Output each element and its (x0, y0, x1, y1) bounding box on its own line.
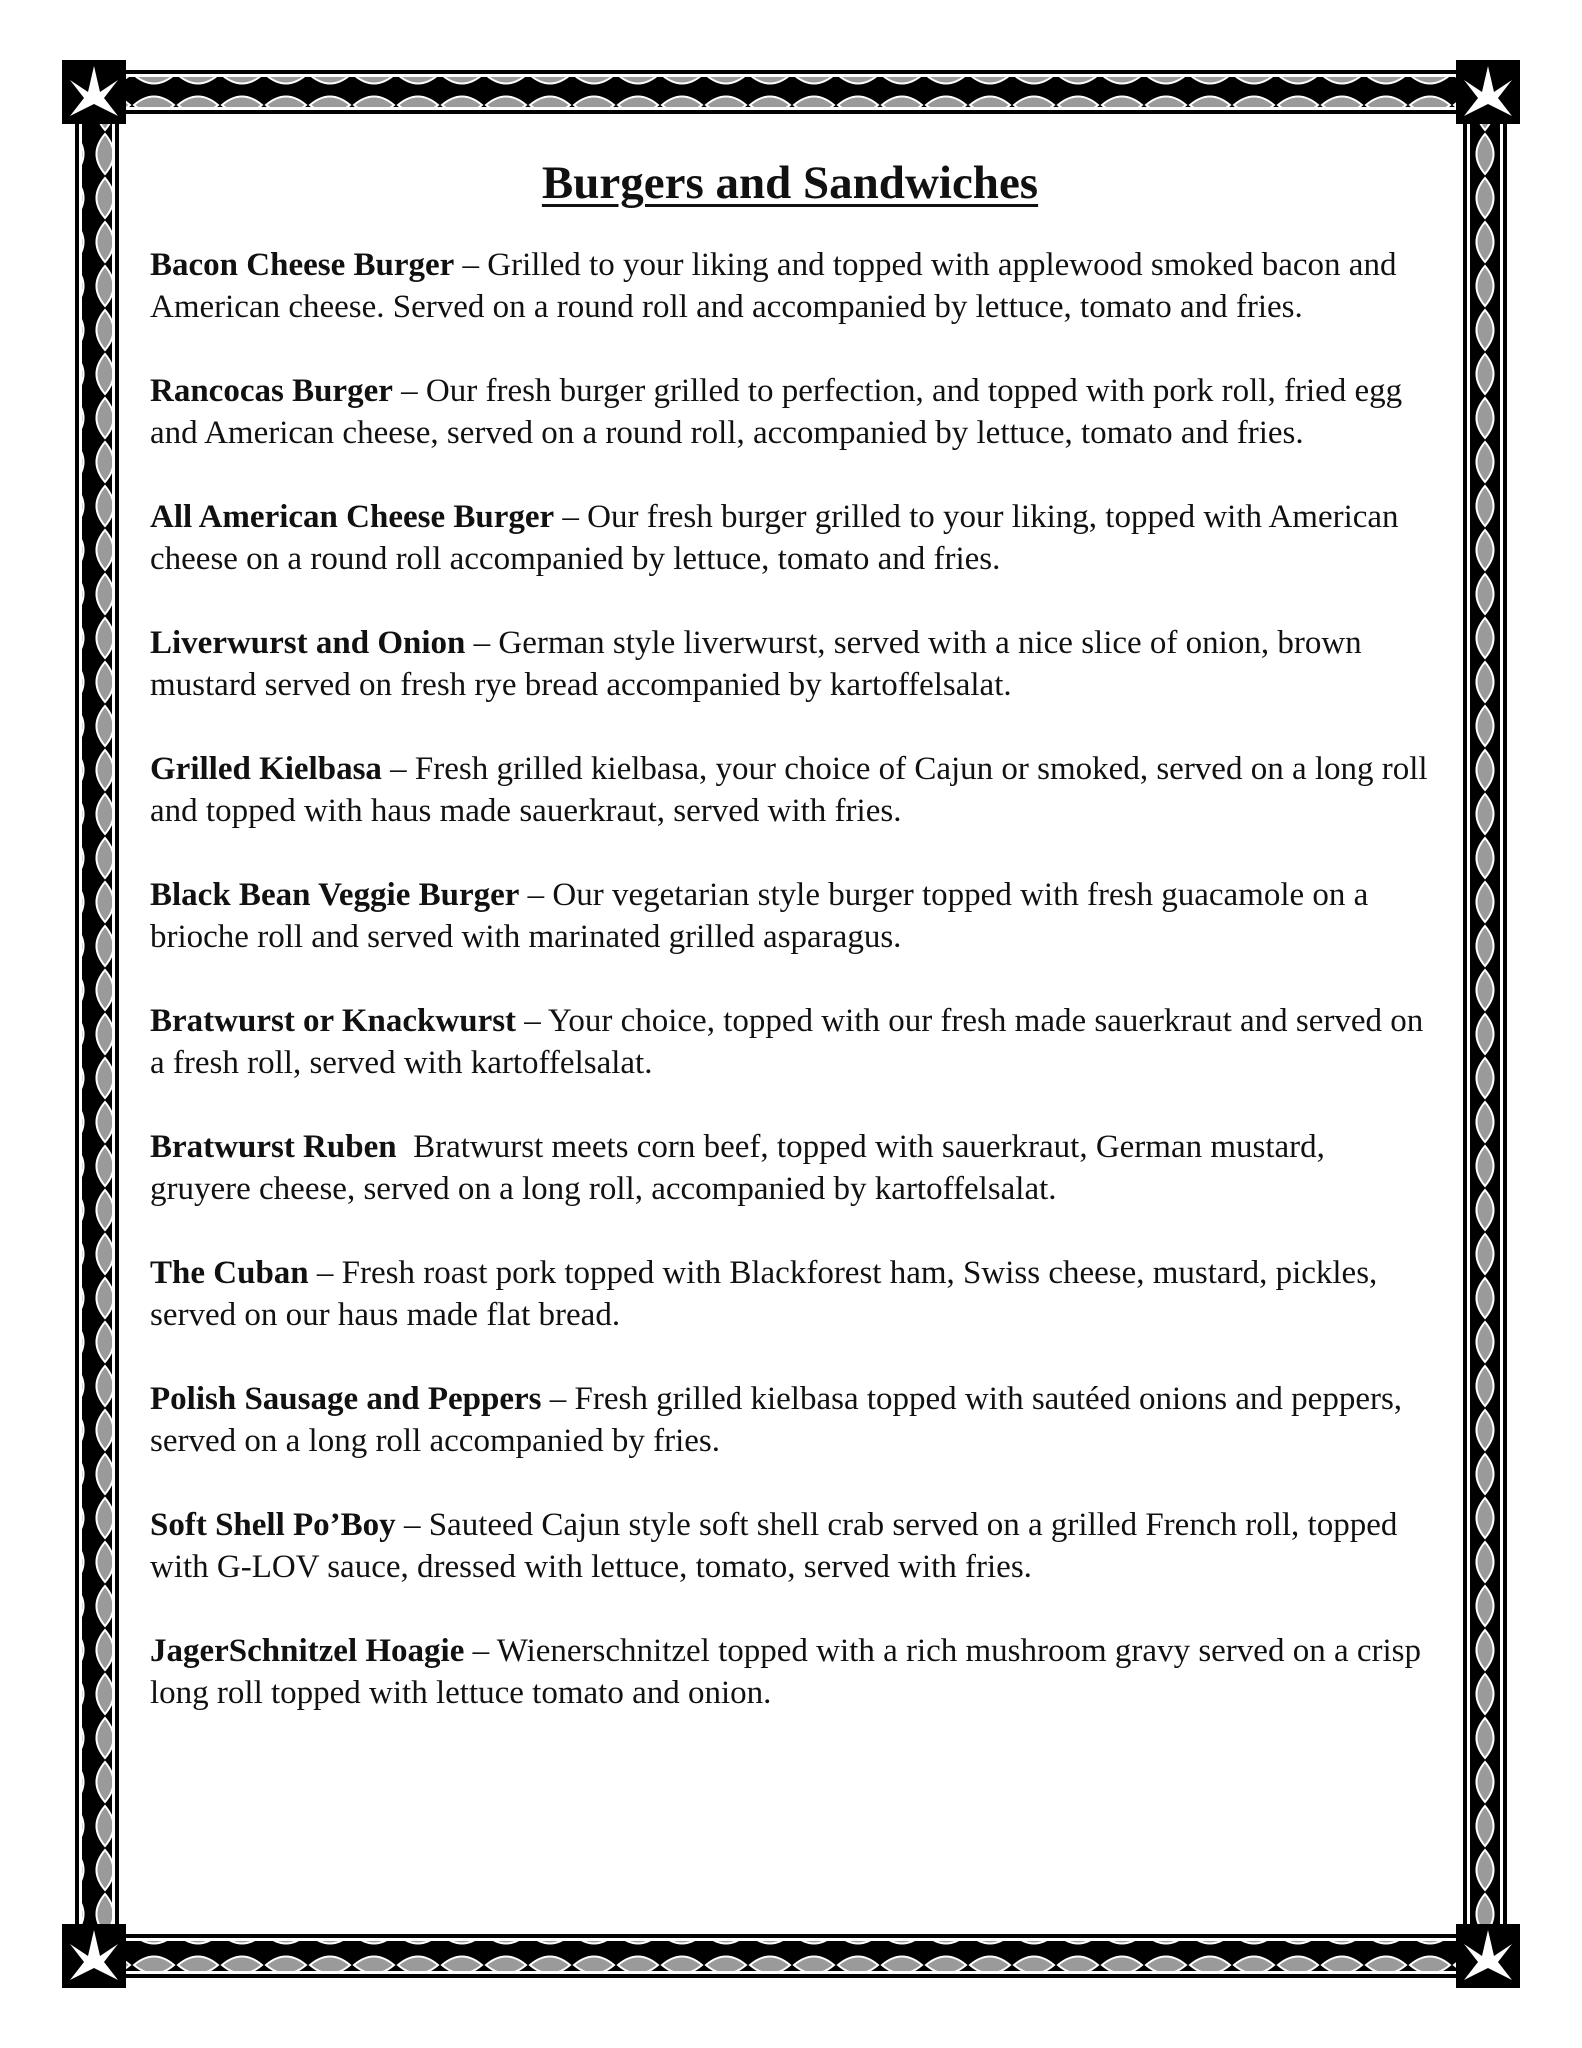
menu-item-separator: – (392, 373, 426, 409)
corner-ornament-icon (62, 1924, 126, 1988)
menu-item-name: Rancocas Burger (150, 373, 393, 409)
page-title: Burgers and Sandwiches (541, 157, 1039, 209)
menu-item-separator: – (464, 1633, 497, 1669)
menu-item (150, 370, 1430, 454)
corner-ornament-icon (1456, 60, 1520, 124)
menu-item-list (150, 244, 1430, 1714)
menu-item-separator: – (454, 247, 488, 283)
menu-item-separator: – (541, 1381, 575, 1417)
menu-item-description: Fresh grilled kielbasa, your choice of Cajun or smoked, served on a long roll and topped with haus made sauerkraut, served with fries. (150, 751, 1428, 829)
menu-item (150, 1504, 1430, 1588)
menu-item-name: Grilled Kielbasa (150, 751, 382, 787)
menu-item-separator: – (395, 1507, 429, 1543)
menu-item-separator: – (554, 499, 588, 535)
corner-ornament-icon (62, 60, 126, 124)
menu-item (150, 1630, 1430, 1714)
corner-ornament-icon (1456, 1924, 1520, 1988)
menu-item-description: Sauteed Cajun style soft shell crab served on a grilled French roll, topped with G-LOV sauce, dressed with lettuce, tomato, served with fries. (150, 1507, 1398, 1585)
menu-item-description: Bratwurst meets corn beef, topped with sauerkraut, German mustard, gruyere cheese, served on a long roll, accompanied by kartoffelsalat. (150, 1129, 1325, 1207)
menu-item (150, 1378, 1430, 1462)
menu-item-description: German style liverwurst, served with a nice slice of onion, brown mustard served on fresh rye bread accompanied by kartoffelsalat. (150, 625, 1362, 703)
menu-item (150, 874, 1430, 958)
menu-item-name: Polish Sausage and Peppers (150, 1381, 542, 1417)
menu-item-name: Liverwurst and Onion (150, 625, 466, 661)
menu-item (150, 1252, 1430, 1336)
menu-item-description: Fresh grilled kielbasa topped with sautéed onions and peppers, served on a long roll accompanied by fries. (150, 1381, 1403, 1459)
menu-item-description: Grilled to your liking and topped with applewood smoked bacon and American cheese. Served on a round roll and accompanied by lettuce, tomato and fries. (150, 247, 1397, 325)
menu-item-name: Bratwurst or Knackwurst (150, 1003, 517, 1039)
menu-item-description: Our fresh burger grilled to your liking, topped with American cheese on a round roll accompanied by lettuce, tomato and fries. (150, 499, 1399, 577)
menu-item-separator: – (516, 1003, 548, 1039)
menu-item-name: The Cuban (150, 1255, 309, 1291)
menu-item (150, 1126, 1430, 1210)
menu-item-separator (397, 1129, 414, 1165)
menu-item-separator: – (465, 625, 499, 661)
menu-content (150, 150, 1430, 1756)
menu-item (150, 1000, 1430, 1084)
menu-item-description: Your choice, topped with our fresh made sauerkraut and served on a fresh roll, served with kartoffelsalat. (150, 1003, 1424, 1081)
menu-item-name: Bratwurst Ruben (150, 1129, 397, 1165)
menu-item (150, 748, 1430, 832)
menu-item-name: Soft Shell Po’Boy (150, 1507, 396, 1543)
menu-item-name: JagerSchnitzel Hoagie (150, 1633, 465, 1669)
menu-item-description: Wienerschnitzel topped with a rich mushroom gravy served on a crisp long roll topped with lettuce tomato and onion. (150, 1633, 1421, 1711)
menu-item (150, 496, 1430, 580)
menu-item-name: All American Cheese Burger (150, 499, 555, 535)
menu-item-description: Fresh roast pork topped with Blackforest ham, Swiss cheese, mustard, pickles, served on our haus made flat bread. (150, 1255, 1378, 1333)
menu-item-separator: – (308, 1255, 342, 1291)
menu-item-description: Our vegetarian style burger topped with fresh guacamole on a brioche roll and served with marinated grilled asparagus. (150, 877, 1369, 955)
menu-item-name: Bacon Cheese Burger (150, 247, 455, 283)
menu-item-separator: – (381, 751, 415, 787)
menu-item (150, 622, 1430, 706)
menu-item-name: Black Bean Veggie Burger (150, 877, 520, 913)
menu-item (150, 244, 1430, 328)
menu-item-description: Our fresh burger grilled to perfection, and topped with pork roll, fried egg and American cheese, served on a round roll, accompanied by lettuce, tomato and fries. (150, 373, 1403, 451)
menu-item-separator: – (519, 877, 553, 913)
